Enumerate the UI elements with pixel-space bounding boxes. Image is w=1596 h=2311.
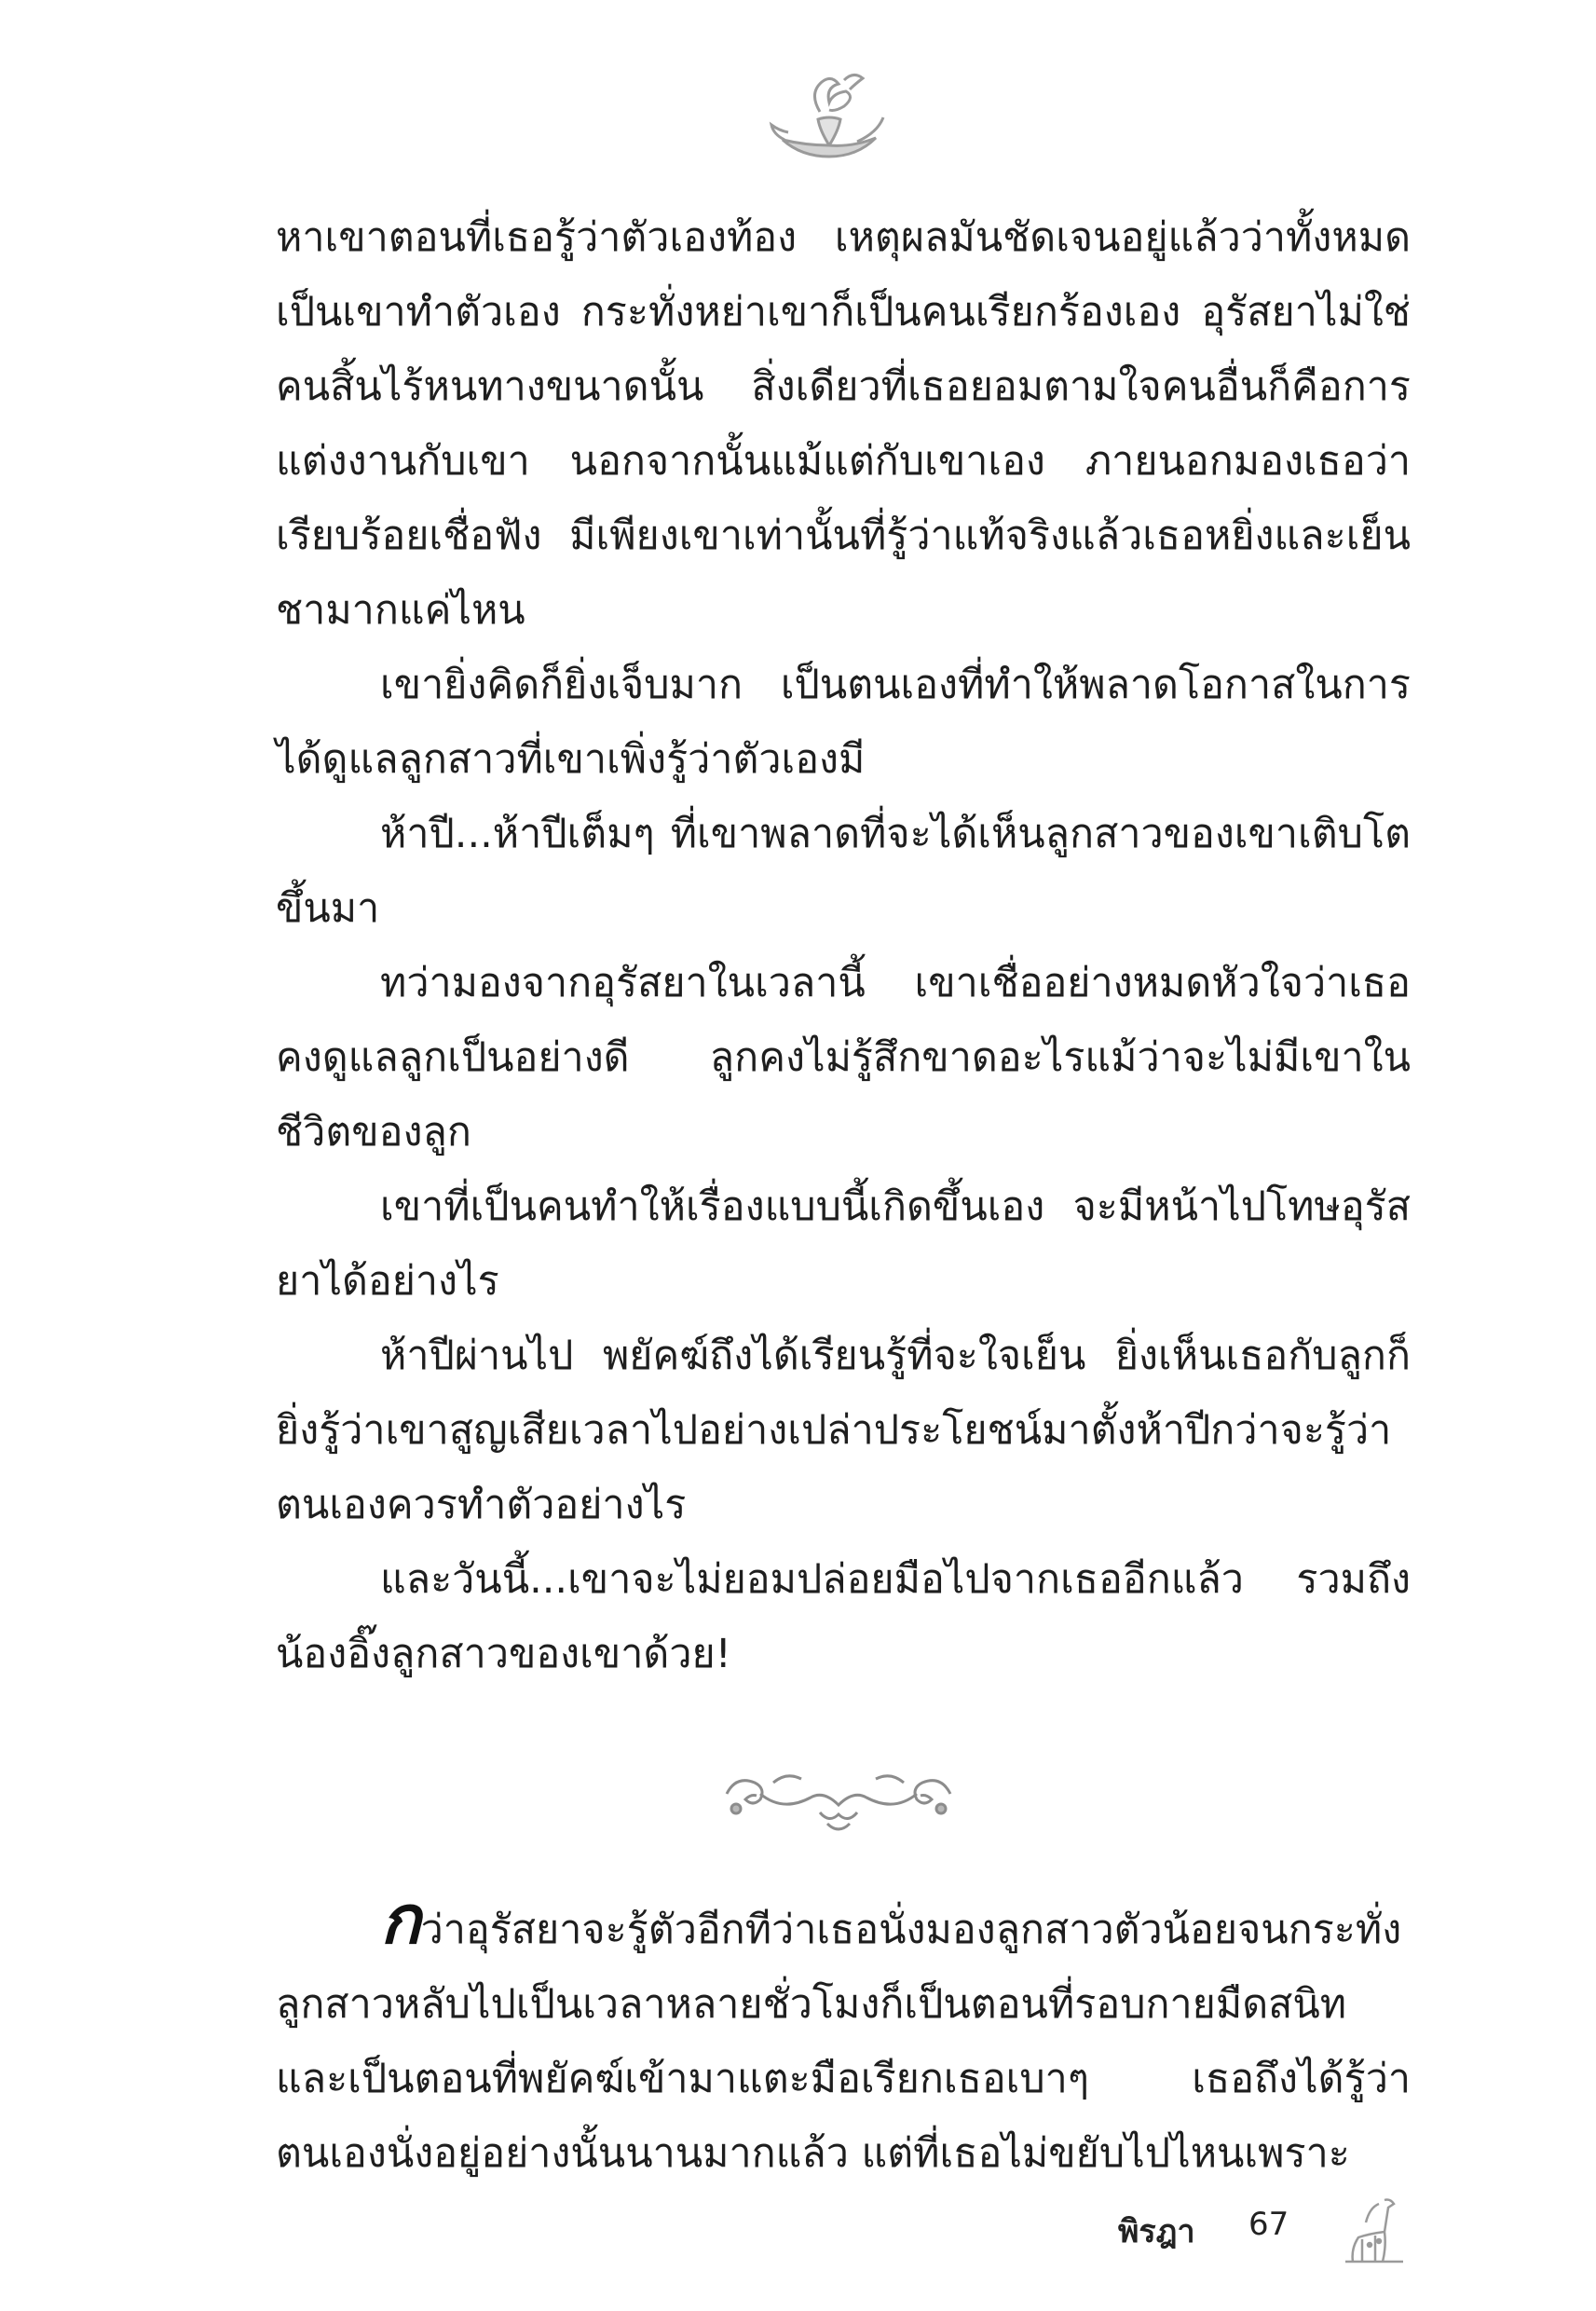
paragraph: และวันนี้...เขาจะไม่ยอมปล่อยมือไปจากเธออีกแล้ว รวมถึงน้องอิ๊งลูกสาวของเขาด้วย! xyxy=(276,1556,1411,1677)
paragraph: เขาที่เป็นคนทำให้เรื่องแบบนี้เกิดขึ้นเอง จะมีหน้าไปโทษอุรัสยาได้อย่างไร xyxy=(276,1183,1411,1305)
paragraph: ทว่ามองจากอุรัสยาในเวลานี้ เขาเชื่ออย่างหมดหัวใจว่าเธอคงดูแลลูกเป็นอย่างดี ลูกคงไม่รู้สึกขาดอะไรแม้ว่าจะไม่มีเขาในชีวิตของลูก xyxy=(276,960,1411,1156)
page-number: 67 xyxy=(1248,2206,1289,2243)
drop-cap: ก xyxy=(380,1880,421,1959)
section-text: ว่าอุรัสยาจะรู้ตัวอีกทีว่าเธอนั่งมองลูกสาวตัวน้อยจนกระทั่งลูกสาวหลับไปเป็นเวลาหลายชั่วโมงก็เป็นตอนที่รอบกายมืดสนิทและเป็นตอนที่พยัคฆ์เข้ามาแตะมือเรียกเธอเบาๆ เธอถึงได้รู้ว่าตนเองนั่งอยู่อย่างนั้นนานมากแล้ว แต่ที่เธอไม่ขยับไปไหนเพราะ xyxy=(276,1907,1411,2177)
flourish-divider-icon xyxy=(708,1757,969,1840)
section-opening-paragraph xyxy=(276,1880,1411,2191)
footer-author: พิรฎา xyxy=(1118,2213,1195,2250)
giraffe-icon xyxy=(1342,2195,1407,2265)
paragraph: หาเขาตอนที่เธอรู้ว่าตัวเองท้อง เหตุผลมันชัดเจนอยู่แล้วว่าทั้งหมดเป็นเขาทำตัวเอง กระทั่งหย่าเขาก็เป็นคนเรียกร้องเอง อุรัสยาไม่ใช่คนสิ้นไร้หนทางขนาดนั้น สิ่งเดียวที่เธอยอมตามใจคนอื่นก็คือการแต่งงานกับเขา นอกจากนั้นแม้แต่กับเขาเอง ภายนอกมองเธอว่าเรียบร้อยเชื่อฟัง มีเพียงเขาเท่านั้นที่รู้ว่าแท้จริงแล้วเธอหยิ่งและเย็นชามากแค่ไหน xyxy=(276,214,1411,634)
page-footer xyxy=(1118,2195,1416,2269)
new-section-text xyxy=(276,1880,1411,2191)
paragraph: ห้าปีผ่านไป พยัคฆ์ถึงได้เรียนรู้ที่จะใจเย็น ยิ่งเห็นเธอกับลูกก็ยิ่งรู้ว่าเขาสูญเสียเวลาไปอย่างเปล่าประโยชน์มาตั้งห้าปีกว่าจะรู้ว่าตนเองควรทำตัวอย่างไร xyxy=(276,1333,1411,1528)
paragraph: เขายิ่งคิดก็ยิ่งเจ็บมาก เป็นตนเองที่ทำให้พลาดโอกาสในการได้ดูแลลูกสาวที่เขาเพิ่งรู้ว่าตัวเองมี xyxy=(276,662,1411,783)
body-text xyxy=(276,200,1411,1691)
magic-lamp-icon xyxy=(764,65,894,168)
paragraph: ห้าปี...ห้าปีเต็มๆ ที่เขาพลาดที่จะได้เห็นลูกสาวของเขาเติบโตขึ้นมา xyxy=(276,811,1411,932)
